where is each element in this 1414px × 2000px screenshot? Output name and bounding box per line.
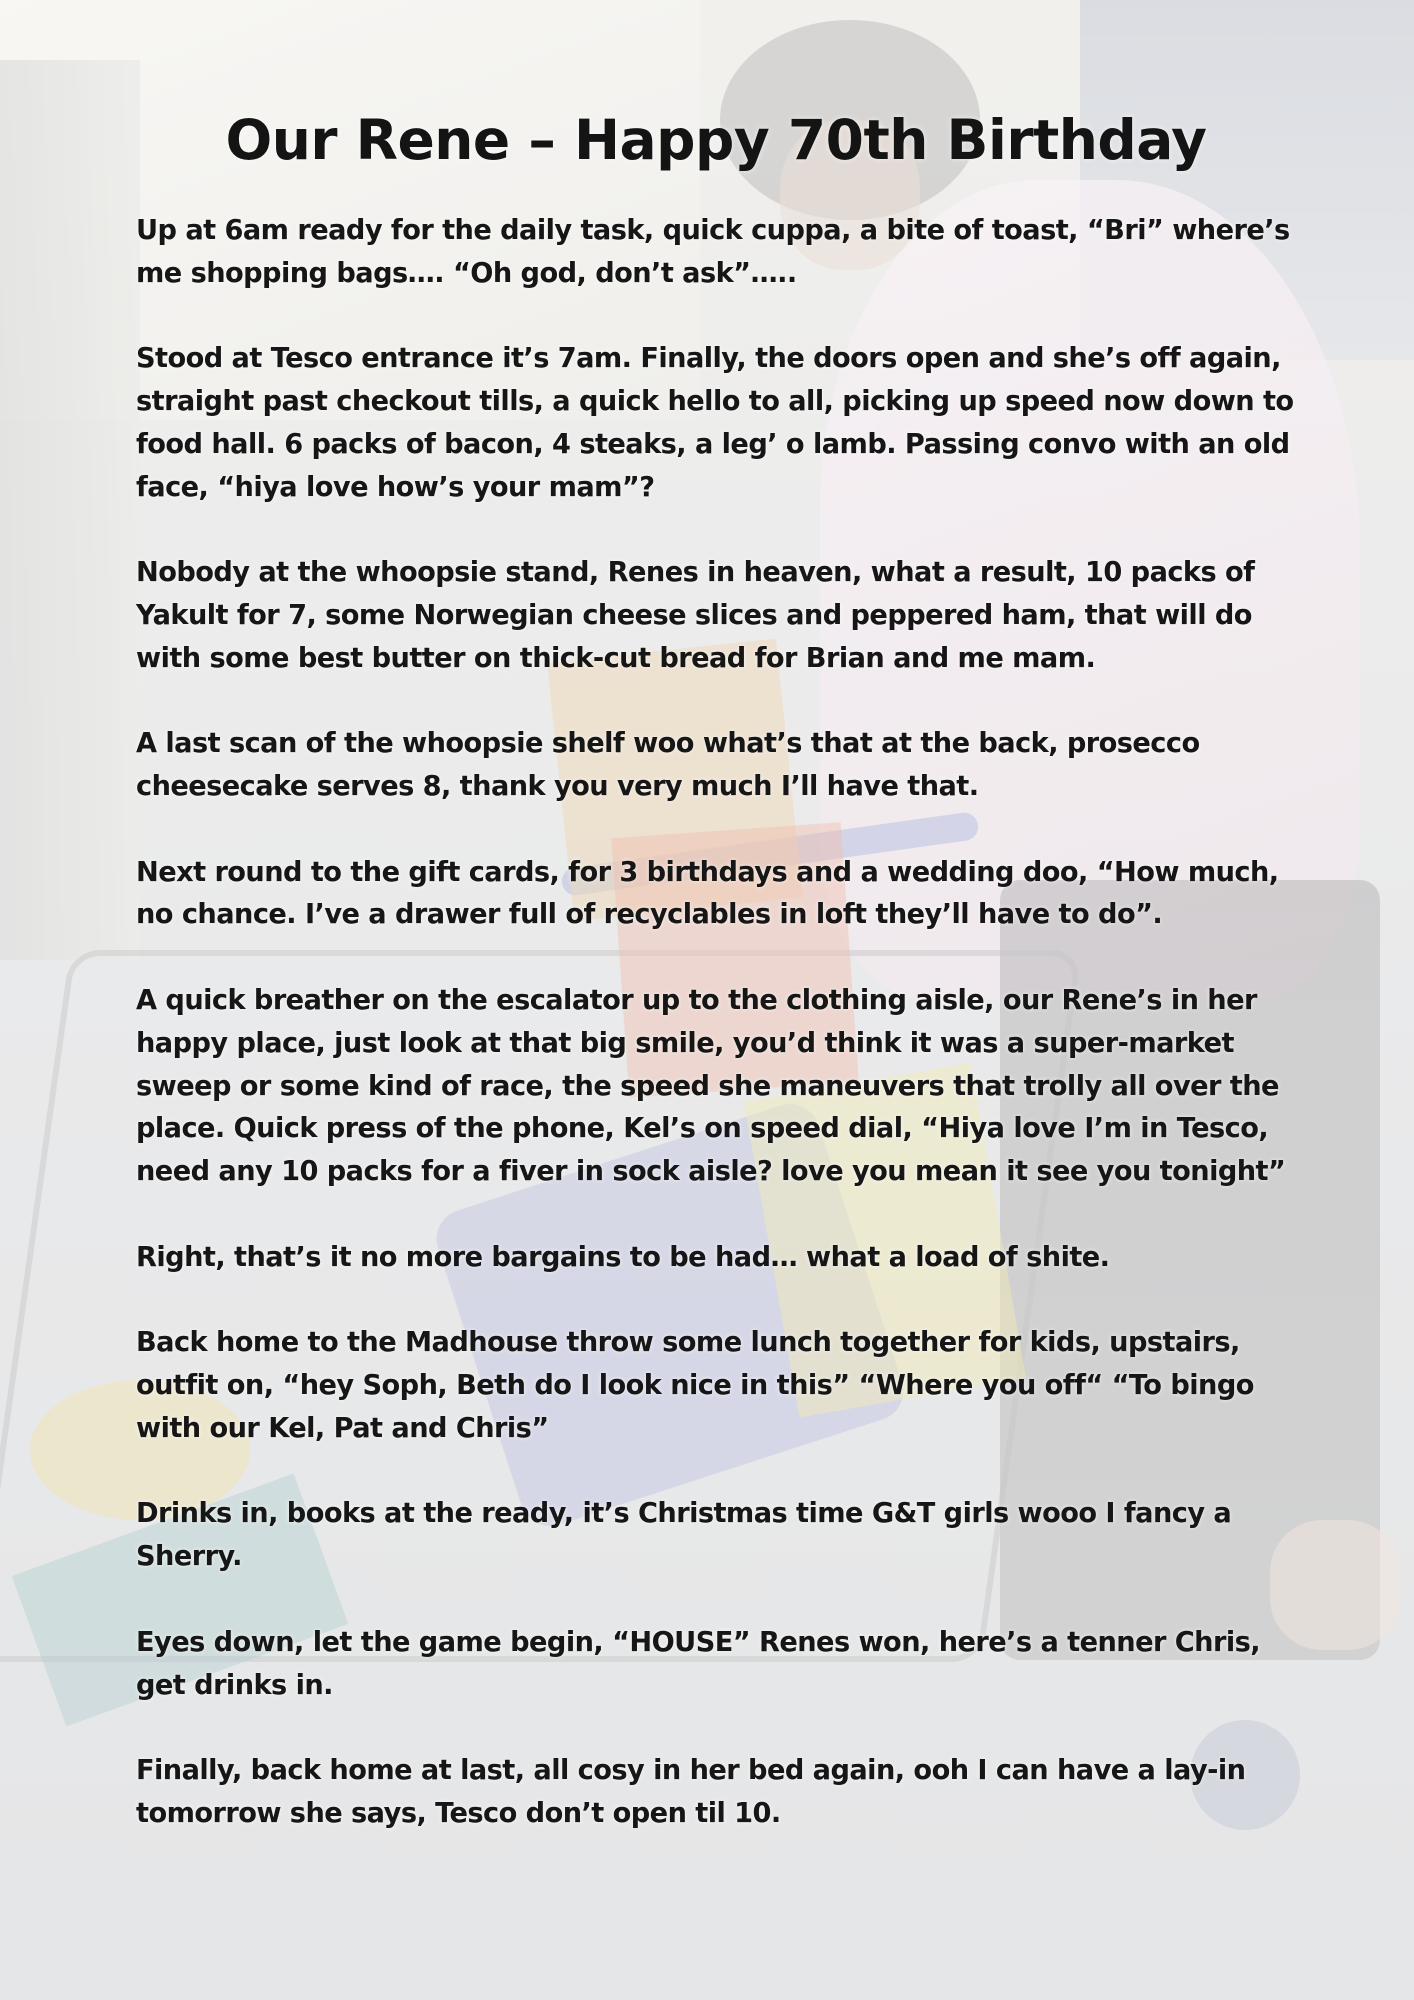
page-title: Our Rene – Happy 70th Birthday — [225, 108, 1207, 172]
paragraph: Finally, back home at last, all cosy in her bed again, ooh I can have a lay-in tomorrow she says, Tesco don’t open til 10. — [136, 1755, 1246, 1829]
paragraph: Eyes down, let the game begin, “HOUSE” Renes won, here’s a tenner Chris, get drinks in. — [136, 1626, 1261, 1701]
paragraph: Drinks in, books at the ready, it’s Christmas time G&T girls wooo I fancy a Sherry. — [136, 1498, 1232, 1573]
paragraph: Back home to the Madhouse throw some lunch together for kids, upstairs, outfit on, “hey Soph, Beth do I look nice in this” “Where you off“ “To bingo with our Kel, Pat and Chris” — [136, 1327, 1254, 1444]
paragraph: Stood at Tesco entrance it’s 7am. Finally, the doors open and she’s off again, straight past checkout tills, a quick hello to all, picking up speed now down to food hall. 6 packs of bacon, 4 steaks, a leg’ o lamb. Passing convo with an old face, “hiya love how’s your mam”? — [136, 343, 1294, 503]
paragraph: Nobody at the whoopsie stand, Renes in heaven, what a result, 10 packs of Yakult for 7, some Norwegian cheese slices and peppered ham, that will do with some best butter on thick-cut bread for Brian and me mam. — [136, 557, 1255, 674]
paragraph: Next round to the gift cards, for 3 birthdays and a wedding doo, “How much, no chance. I’ve a drawer full of recyclables in loft they’ll have to do”. — [136, 856, 1279, 931]
paragraph: A quick breather on the escalator up to the clothing aisle, our Rene’s in her happy place, just look at that big smile, you’d think it was a super-market sweep or some kind of race, the speed she maneuvers that trolly all over the place. Quick press of the phone, Kel’s on speed dial, “Hiya love I’m in Tesco, need any 10 packs for a fiver in sock aisle? love you mean it see you tonight” — [136, 985, 1286, 1187]
paragraph: Up at 6am ready for the daily task, quick cuppa, a bite of toast, “Bri” where’s me shopping bags…. “Oh god, don’t ask”….. — [136, 215, 1290, 289]
poem-document — [136, 108, 1296, 1879]
paragraph: Right, that’s it no more bargains to be had… what a load of shite. — [136, 1241, 1110, 1273]
paragraph: A last scan of the whoopsie shelf woo what’s that at the back, prosecco cheesecake serves 8, thank you very much I’ll have that. — [136, 728, 1200, 803]
